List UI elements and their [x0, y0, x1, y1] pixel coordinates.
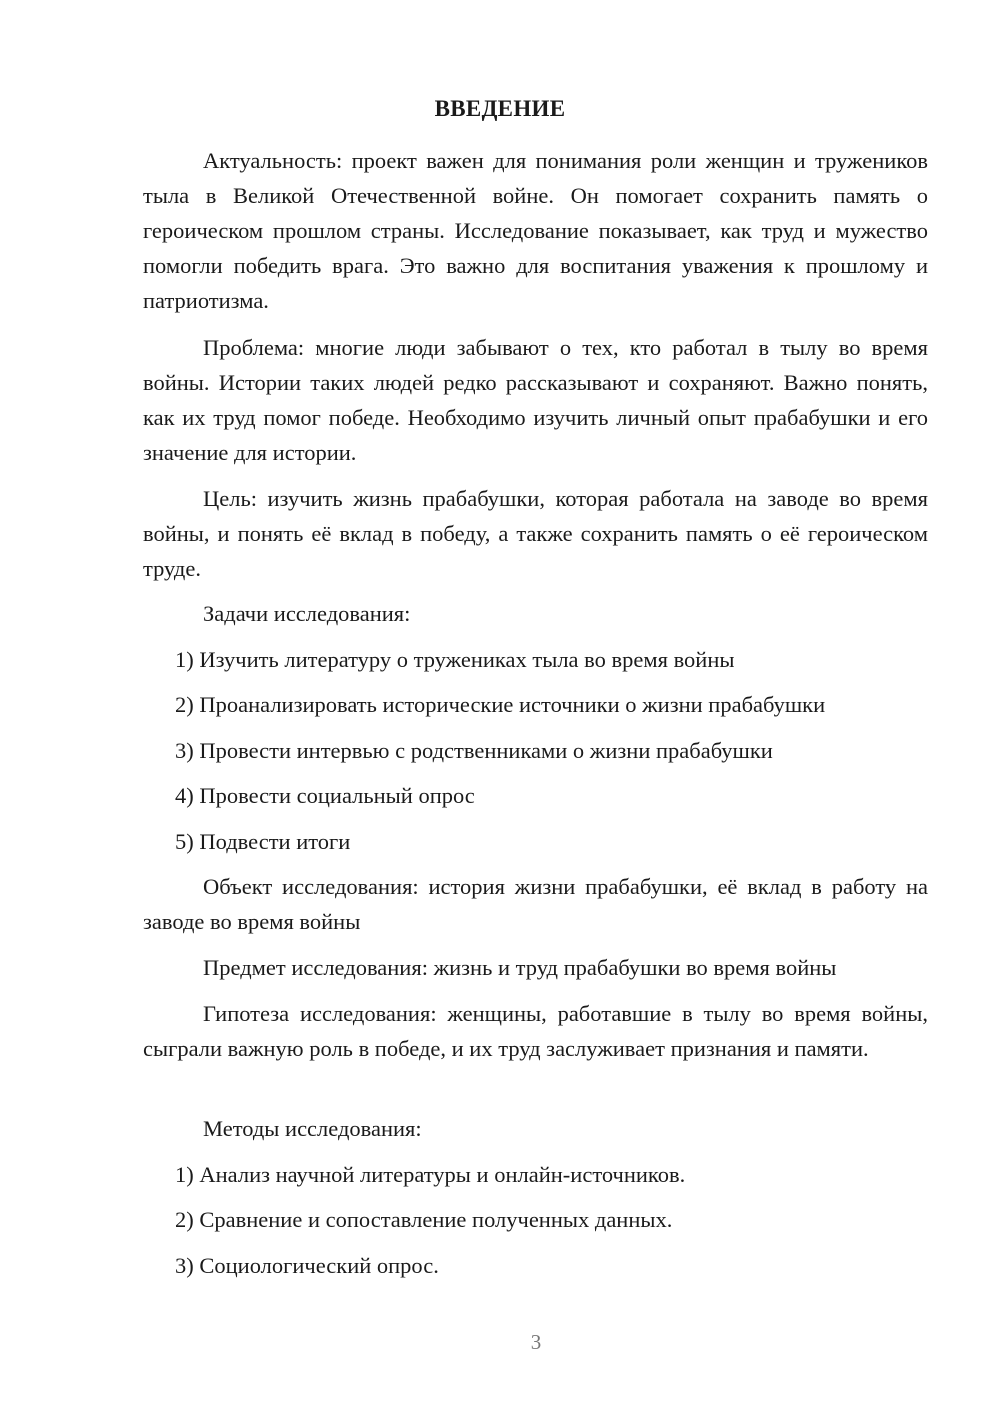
- task-item-2: 2) Проанализировать исторические источники о жизни прабабушки: [175, 692, 826, 717]
- page-number: 3: [530, 1330, 542, 1354]
- relevance-paragraph: Актуальность: проект важен для понимания роли женщин и тружеников тыла в Великой Отечественной войне. Он помогает сохранить память о героическом прошлом страны. Исследование показывает, как труд и мужество помогли победить врага. Это важно для воспитания уважения к прошлому и патриотизма.: [143, 148, 928, 313]
- methods-heading: Методы исследования:: [203, 1116, 422, 1141]
- method-item-3: 3) Социологический опрос.: [175, 1253, 439, 1278]
- hypothesis-paragraph: Гипотеза исследования: женщины, работавшие в тылу во время войны, сыграли важную роль в победе, и их труд заслуживает признания и памяти.: [143, 1001, 928, 1061]
- tasks-heading: Задачи исследования:: [203, 601, 411, 626]
- goal-paragraph: Цель: изучить жизнь прабабушки, которая работала на заводе во время войны, и понять её вклад в победу, а также сохранить память о её героическом труде.: [143, 486, 928, 581]
- method-item-2: 2) Сравнение и сопоставление полученных данных.: [175, 1207, 673, 1232]
- problem-paragraph: Проблема: многие люди забывают о тех, кто работал в тылу во время войны. Истории таких людей редко рассказывают и сохраняют. Важно понять, как их труд помог победе. Необходимо изучить личный опыт прабабушки и его значение для истории.: [143, 335, 928, 465]
- method-item-1: 1) Анализ научной литературы и онлайн-источников.: [175, 1162, 686, 1187]
- task-item-4: 4) Провести социальный опрос: [175, 783, 475, 808]
- page-title: ВВЕДЕНИЕ: [434, 96, 566, 121]
- task-item-1: 1) Изучить литературу о тружениках тыла во время войны: [175, 647, 735, 672]
- subject-paragraph: Предмет исследования: жизнь и труд прабабушки во время войны: [203, 955, 837, 980]
- task-item-5: 5) Подвести итоги: [175, 829, 351, 854]
- task-item-3: 3) Провести интервью с родственниками о жизни прабабушки: [175, 738, 773, 763]
- object-paragraph: Объект исследования: история жизни прабабушки, её вклад в работу на заводе во время войны: [143, 874, 928, 934]
